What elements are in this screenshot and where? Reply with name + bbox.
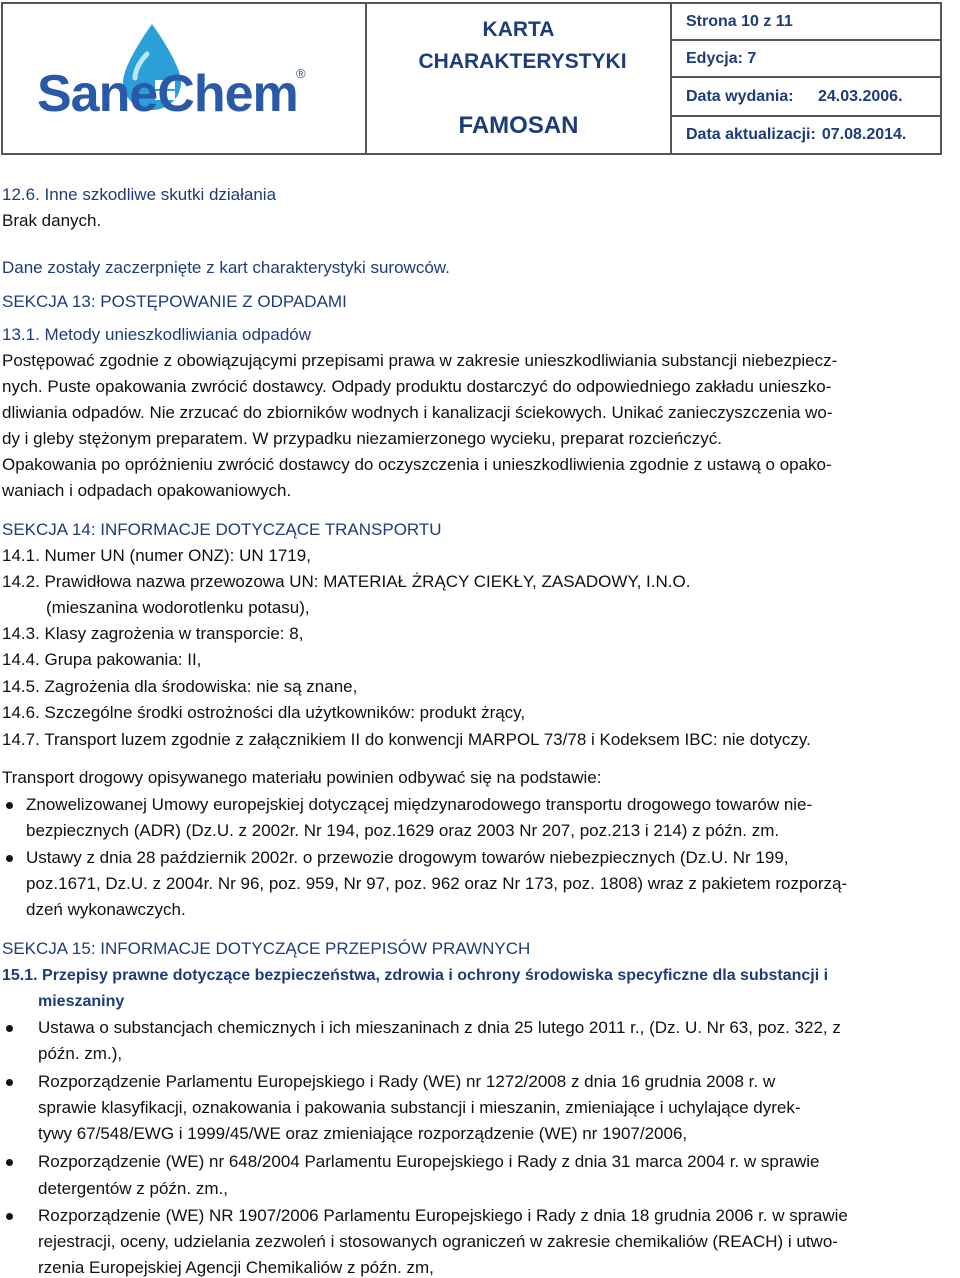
list-item: Ustawy z dnia 28 październik 2002r. o przewozie drogowym towarów niebezpiecznych (Dz.U. Nr 199, xyxy=(26,848,789,867)
section-heading: SEKCJA 15: INFORMACJE DOTYCZĄCE PRZEPISÓW PRAWNYCH xyxy=(2,939,531,958)
page-number: Strona 10 z 11 xyxy=(672,4,940,41)
list-item: Ustawa o substancjach chemicznych i ich mieszaninach z dnia 25 lutego 2011 r., (Dz. U. Nr 63, poz. 322, z xyxy=(38,1018,841,1037)
list-item: detergentów z późn. zm., xyxy=(38,1179,228,1198)
list-item: tywy 67/548/EWG i 1999/45/WE oraz zmieniające rozporządzenie (WE) nr 1907/2006, xyxy=(38,1124,688,1143)
section-heading: SEKCJA 14: INFORMACJE DOTYCZĄCE TRANSPORTU xyxy=(2,520,442,539)
text-line: 14.2. Prawidłowa nazwa przewozowa UN: MATERIAŁ ŻRĄCY CIEKŁY, ZASADOWY, I.N.O. xyxy=(2,572,691,591)
text-line: Postępować zgodnie z obowiązującymi przepisami prawa w zakresie unieszkodliwiania substancji niebezpiecz- xyxy=(2,351,838,370)
section-heading: mieszaniny xyxy=(38,993,125,1010)
list-item: Rozporządzenie (WE) nr 648/2004 Parlamentu Europejskiego i Rady z dnia 31 marca 2004 r. w sprawie xyxy=(38,1152,820,1171)
document-header xyxy=(1,2,942,155)
text-line: Dane zostały zaczerpnięte z kart charakterystyki surowców. xyxy=(2,258,450,277)
text-line: 14.6. Szczególne środki ostrożności dla użytkowników: produkt żrący, xyxy=(2,703,526,722)
issue-date-label: Data wydania: xyxy=(686,87,794,105)
update-date-label: Data aktualizacji: xyxy=(686,126,816,143)
text-line: Opakowania po opróżnieniu zwrócić dostawcy do oczyszczenia i unieszkodliwienia zgodnie z ustawą o opako- xyxy=(2,455,832,474)
text-line: waniach i odpadach opakowaniowych. xyxy=(2,481,292,500)
list-item: rzenia Europejskiej Agencji Chemikaliów z późn. zm, xyxy=(38,1258,434,1277)
logo-wordmark: SaneChem xyxy=(37,65,298,123)
issue-date-row xyxy=(672,78,940,117)
document-type: KARTA CHARAKTERYSTYKI xyxy=(418,18,627,73)
list-item: sprawie klasyfikacji, oznakowania i pakowania substancji i mieszanin, zmieniające i uchylające dyrek- xyxy=(38,1098,801,1117)
bullet-icon xyxy=(6,802,13,809)
bullet-icon xyxy=(6,1213,13,1220)
section-heading: 12.6. Inne szkodliwe skutki działania xyxy=(2,185,277,204)
text-line: nych. Puste opakowania zwrócić dostawcy. Odpady produktu dostarczyć do odpowiedniego zakładu unieszko- xyxy=(2,377,832,396)
bullet-icon xyxy=(6,1079,13,1086)
text-line: (mieszanina wodorotlenku potasu), xyxy=(46,598,310,617)
section-heading: 13.1. Metody unieszkodliwiania odpadów xyxy=(2,325,312,344)
update-date-row xyxy=(672,117,940,153)
edition: Edycja: 7 xyxy=(672,41,940,78)
text-line: Transport drogowy opisywanego materiału powinien odbywać się na podstawie: xyxy=(2,768,602,787)
list-item: bezpiecznych (ADR) (Dz.U. z 2002r. Nr 194, poz.1629 oraz 2003 Nr 207, poz.213 i 214) z późn. zm. xyxy=(26,821,780,840)
bullet-icon xyxy=(6,1025,13,1032)
text-line: 14.7. Transport luzem zgodnie z załącznikiem II do konwencji MARPOL 73/78 i Kodeksem IBC: nie dotyczy. xyxy=(2,730,811,749)
section-heading: SEKCJA 13: POSTĘPOWANIE Z ODPADAMI xyxy=(2,292,347,311)
list-item: poz.1671, Dz.U. z 2004r. Nr 96, poz. 959, Nr 97, poz. 962 oraz Nr 173, poz. 1808) wraz z pakietem rozporzą- xyxy=(26,874,848,893)
list-item: późn. zm.), xyxy=(38,1044,123,1063)
bullet-icon xyxy=(6,1159,13,1166)
text-line: Brak danych. xyxy=(2,211,102,230)
list-item: rejestracji, oceny, udzielania zezwoleń i stosowanych ograniczeń w zakresie chemikaliów (REACH) i utwo- xyxy=(38,1232,838,1251)
list-item: Znowelizowanej Umowy europejskiej dotyczącej międzynarodowego transportu drogowego towarów nie- xyxy=(26,795,813,814)
text-line: 14.1. Numer UN (numer ONZ): UN 1719, xyxy=(2,546,311,565)
text-line: 14.3. Klasy zagrożenia w transporcie: 8, xyxy=(2,624,304,643)
section-heading: 15.1. Przepisy prawne dotyczące bezpieczeństwa, zdrowia i ochrony środowiska specyficzne dla substancji i xyxy=(2,967,829,984)
update-date: 07.08.2014. xyxy=(821,126,907,143)
logo-cell xyxy=(3,4,367,153)
title-cell xyxy=(367,4,672,153)
list-item: dzeń wykonawczych. xyxy=(26,900,186,919)
text-line: dliwiania odpadów. Nie zrzucać do zbiorników wodnych i kanalizacji ściekowych. Unikać zanieczyszczenia wo- xyxy=(2,403,833,422)
meta-cell xyxy=(672,4,940,153)
list-item: Rozporządzenie Parlamentu Europejskiego i Rady (WE) nr 1272/2008 z dnia 16 grudnia 2008 r. w xyxy=(38,1072,776,1091)
product-name: FAMOSAN xyxy=(458,112,579,139)
issue-date: 24.03.2006. xyxy=(818,87,903,105)
text-line: 14.5. Zagrożenia dla środowiska: nie są znane, xyxy=(2,677,358,696)
bullet-icon xyxy=(6,855,13,862)
list-item: Rozporządzenie (WE) NR 1907/2006 Parlamentu Europejskiego i Rady z dnia 18 grudnia 2006 r. w sprawie xyxy=(38,1206,848,1225)
text-line: dy i gleby stężonym preparatem. W przypadku niezamierzonego wycieku, preparat rozcieńczyć. xyxy=(2,429,722,448)
registered-mark: ® xyxy=(296,66,306,81)
text-line: 14.4. Grupa pakowania: II, xyxy=(2,650,202,669)
